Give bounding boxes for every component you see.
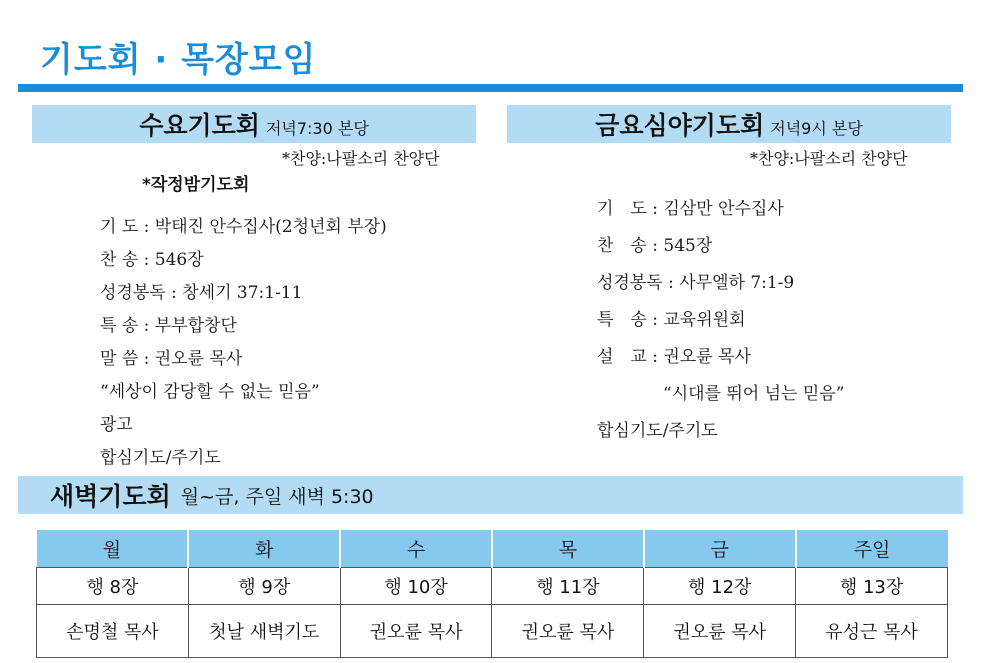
table-row — [37, 568, 948, 605]
wednesday-line-closing: 합심기도/주기도 — [100, 448, 221, 468]
wednesday-line-notice: 광고 — [100, 415, 133, 435]
wednesday-line-hymn: 찬 송 : 546장 — [100, 250, 204, 270]
friday-program — [597, 194, 844, 453]
title-divider — [18, 84, 963, 92]
day-wed: 수 — [340, 530, 492, 568]
wednesday-time: 저녁7:30 본당 — [265, 118, 369, 138]
dawn-title: 새벽기도회 — [50, 482, 171, 511]
leader-cell: 손명철 목사 — [37, 605, 189, 658]
table-header-row — [37, 530, 948, 568]
dawn-schedule-table — [36, 530, 948, 658]
friday-line-sermon: 설 교 : 권오륜 목사 — [597, 347, 751, 367]
day-mon: 월 — [37, 530, 189, 568]
day-fri: 금 — [644, 530, 796, 568]
dawn-header — [18, 476, 963, 514]
wednesday-header — [32, 105, 476, 143]
table-row — [37, 605, 948, 658]
day-sun: 주일 — [796, 530, 948, 568]
friday-choir: *찬양:나팔소리 찬양단 — [750, 149, 908, 168]
day-thu: 목 — [492, 530, 644, 568]
leader-cell: 유성근 목사 — [796, 605, 948, 658]
chapter-cell: 행 12장 — [644, 568, 796, 605]
wednesday-choir: *찬양:나팔소리 찬양단 — [282, 149, 440, 168]
chapter-cell: 행 9장 — [188, 568, 340, 605]
wednesday-line-reading: 성경봉독 : 창세기 37:1-11 — [100, 283, 303, 303]
leader-cell: 첫날 새벽기도 — [188, 605, 340, 658]
page-title: 기도회 · 목장모임 — [40, 40, 317, 80]
friday-line-prayer: 기 도 : 김삼만 안수집사 — [597, 199, 784, 219]
friday-line-special: 특 송 : 교육위원회 — [597, 310, 746, 330]
wednesday-program — [100, 212, 387, 476]
chapter-cell: 행 11장 — [492, 568, 644, 605]
dawn-time: 월~금, 주일 새벽 5:30 — [180, 485, 374, 508]
wednesday-line-sermon: 말 씀 : 권오륜 목사 — [100, 349, 243, 369]
leader-cell: 권오륜 목사 — [340, 605, 492, 658]
chapter-cell: 행 8장 — [37, 568, 189, 605]
chapter-cell: 행 13장 — [796, 568, 948, 605]
chapter-cell: 행 10장 — [340, 568, 492, 605]
leader-cell: 권오륜 목사 — [644, 605, 796, 658]
friday-title: 금요심야기도회 — [595, 111, 765, 140]
wednesday-line-prayer: 기 도 : 박태진 안수집사(2청년회 부장) — [100, 217, 387, 237]
wednesday-subtitle: *작정밤기도회 — [142, 175, 250, 195]
friday-header — [507, 105, 951, 143]
wednesday-title: 수요기도회 — [139, 111, 260, 140]
friday-time: 저녁9시 본당 — [770, 118, 863, 138]
friday-line-hymn: 찬 송 : 545장 — [597, 236, 713, 256]
friday-line-sermon-title: “시대를 뛰어 넘는 믿음” — [663, 384, 845, 404]
friday-line-closing: 합심기도/주기도 — [597, 421, 718, 441]
wednesday-line-sermon-title: “세상이 감당할 수 없는 믿음” — [100, 382, 320, 402]
leader-cell: 권오륜 목사 — [492, 605, 644, 658]
day-tue: 화 — [188, 530, 340, 568]
friday-line-reading: 성경봉독 : 사무엘하 7:1-9 — [597, 273, 795, 293]
wednesday-line-special: 특 송 : 부부합창단 — [100, 316, 237, 336]
